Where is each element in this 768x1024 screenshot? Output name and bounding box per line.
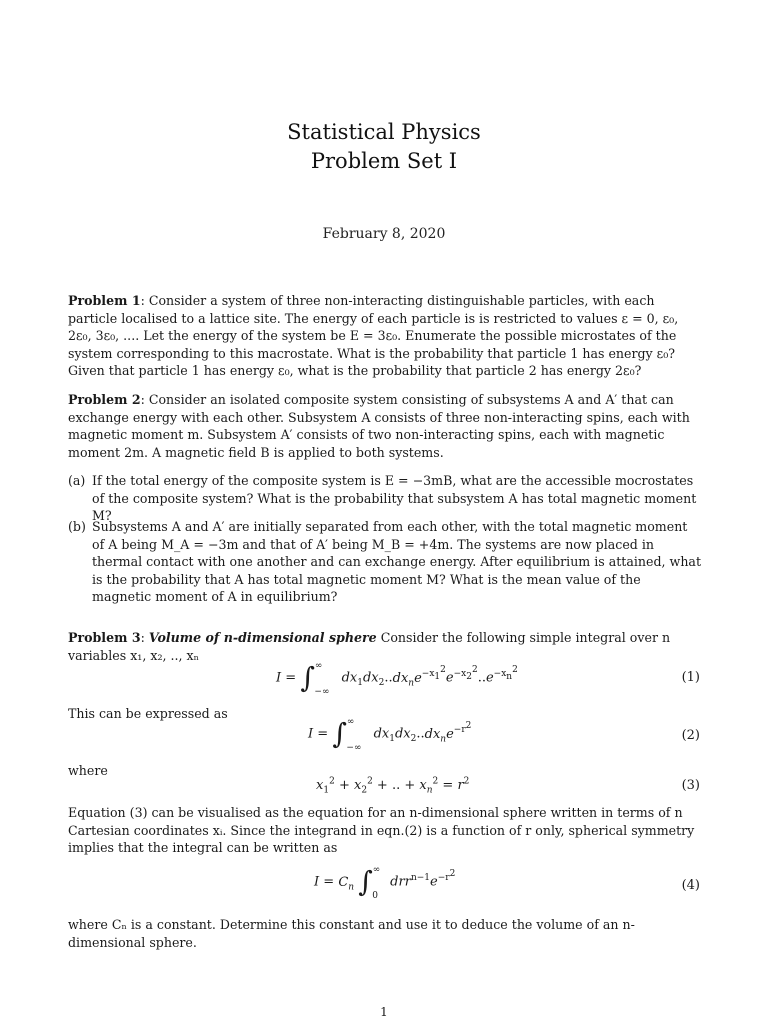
equation-1 [68,660,702,704]
problem-3-where-text: where [68,763,108,778]
problem-3-closing: where Cₙ is a constant. Determine this constant and use it to deduce the volume of an n-dimensional sphere. [68,917,635,950]
problem-3-label: Problem 3 [68,630,141,645]
problem-2-text: : Consider an isolated composite system consisting of subsystems A and A′ that can exchange energy with each other. Subsystem A consists of three non-interacting spins, each with magnetic moment m. Subsystem A′ consists of two non-interacting spins, each with magnetic moment 2m. A magnetic field B is applied to both systems. [68,392,690,460]
equation-3-math: $x_1^2 + x_2^2$ + .. + $x_n^2 = r^2$ [316,776,470,796]
problem-2 [68,391,702,461]
equation-4-math: $I = C_n$ $\int^\infty_0$ $drr^{n-1}e^{-r^2}$ [314,864,456,901]
title-line-2: Problem Set I [310,149,458,173]
equation-4-number: (4) [681,878,700,893]
equation-1-number: (1) [681,670,700,685]
equation-1-math: $I = \int^\infty_{-\infty}$ $dx_1dx_2..dx_ne^{-x_1^2}e^{-x_2^2}..e^{-x_n^2}$ [276,660,518,697]
equation-2 [68,716,702,760]
problem-3-subtitle: Volume of n-dimensional sphere [148,630,377,645]
problem-1-label: Problem 1 [68,293,141,308]
equation-2-number: (2) [681,728,700,743]
part-a-label: (a) [68,473,86,488]
problem-2-part-b [68,518,702,608]
equation-2-math: $I = \int^\infty_{-\infty}$ $dx_1dx_2..dx_ne^{-r^2}$ [308,716,472,753]
part-b-text: Subsystems A and A′ are initially separated from each other, with the total magnetic moment of A being M_A = −3m and that of A′ being M_B = +4m. The systems are now placed in thermal contact with one another and can exchange energy. After equilibrium is attained, what is the probability that A has total magnetic moment M? What is the mean value of the magnetic moment of A in equilibrium? [92,519,702,605]
problem-1-text: : Consider a system of three non-interacting distinguishable particles, with each particle localised to a lattice site. The energy of each particle is is restricted to values ε = 0, ε₀, 2ε₀, 3ε₀, .... Let the energy of the system be E = 3ε₀. Enumerate the possible microstates of the system corresponding to this macrostate. What is the probability that particle 1 has energy ε₀? Given that particle 1 has energy ε₀, what is the probability that particle 2 has energy 2ε₀? [68,293,679,379]
part-a-text: If the total energy of the composite system is E = −3mB, what are the accessible mocrostates of the composite system? What is the probability that subsystem A has total magnetic moment M? [92,473,697,524]
document-date: February 8, 2020 [322,226,446,242]
problem-2-part-a [68,472,702,524]
problem-2-label: Problem 2 [68,392,141,407]
part-b-label: (b) [68,519,86,534]
problem-3-expr-text: This can be expressed as [68,706,228,721]
problem-3-explanation: Equation (3) can be visualised as the equation for an n-dimensional sphere written in terms of n Cartesian coordinates xᵢ. Since the integrand in eqn.(2) is a function of r only, spherical symmetry implies that the integral can be written as [68,805,695,856]
problem-3: Problem 3: Volume of n-dimensional sphere Consider the following simple integral over n variables x₁, x₂, .., xₙ [68,630,671,663]
equation-4 [68,864,702,908]
problem-1 [68,292,702,380]
title-line-1: Statistical Physics [287,120,481,144]
page-number: 1 [380,1005,388,1019]
equation-3-number: (3) [681,778,700,793]
problem-3-intro: Consider the following simple integral over n variables x₁, x₂, .., xₙ [68,630,671,663]
